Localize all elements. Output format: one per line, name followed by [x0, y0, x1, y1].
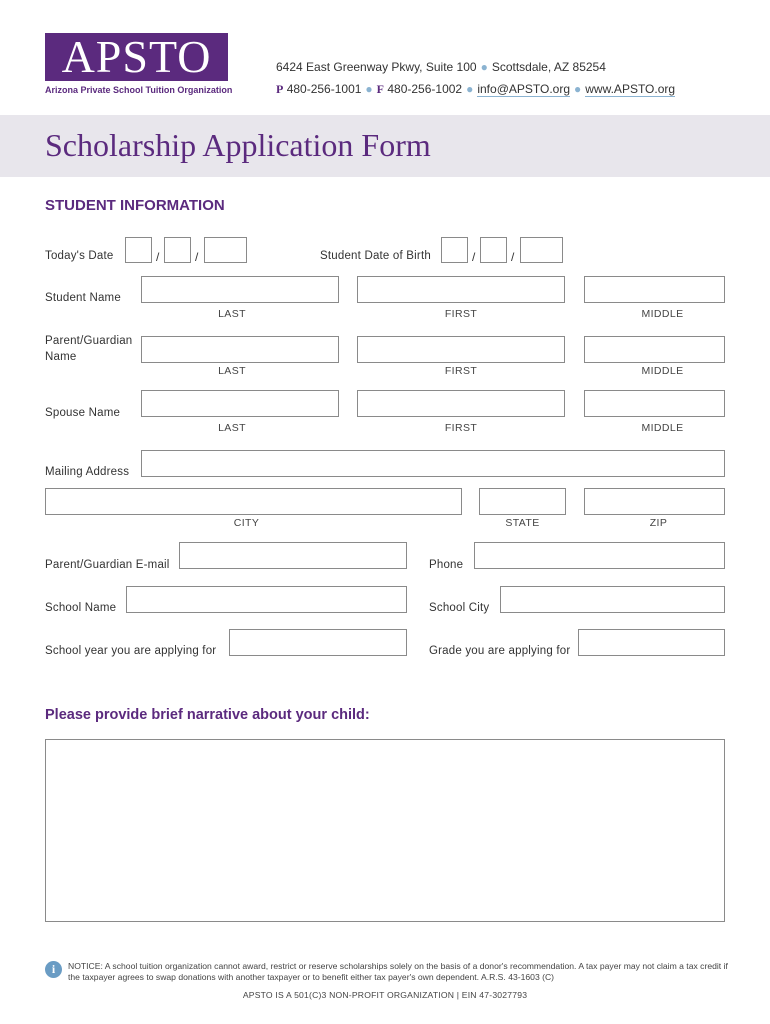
student-name-label: Student Name — [45, 292, 121, 304]
last-sublabel: LAST — [218, 365, 246, 377]
first-sublabel: FIRST — [444, 422, 478, 434]
spouse-first-name-field[interactable] — [357, 390, 565, 417]
school-city-field[interactable] — [500, 586, 725, 613]
date-separator: / — [156, 250, 160, 264]
school-name-field[interactable] — [126, 586, 407, 613]
bullet-icon: ● — [365, 82, 373, 96]
mailing-address-field[interactable] — [141, 450, 725, 477]
parent-middle-name-field[interactable] — [584, 336, 725, 363]
notice-text: NOTICE: A school tuition organization cannot award, restrict or reserve scholarships solely on the basis of a donor's recommendation. A tax payer may not claim a tax credit if the taxpayer agrees to swap donations with another taxpayer or to benefit either tax payer's own dependent. A.R.S. 43-1603 (C) — [68, 961, 728, 982]
school-name-label: School Name — [45, 602, 117, 614]
state-field[interactable] — [479, 488, 566, 515]
dob-label: Student Date of Birth — [320, 250, 431, 262]
school-year-label: School year you are applying for — [45, 645, 217, 657]
dob-day-field[interactable] — [480, 237, 507, 263]
city-sublabel: CITY — [233, 517, 260, 529]
narrative-prompt: Please provide brief narrative about your child: — [45, 707, 370, 723]
date-separator: / — [511, 250, 515, 264]
phone-field[interactable] — [474, 542, 725, 569]
zip-sublabel: ZIP — [649, 517, 668, 529]
contact-line — [276, 82, 675, 97]
narrative-textarea[interactable] — [45, 739, 725, 922]
bullet-icon: ● — [466, 82, 474, 96]
grade-field[interactable] — [578, 629, 725, 656]
date-separator: / — [472, 250, 476, 264]
state-sublabel: STATE — [505, 517, 540, 529]
grade-label: Grade you are applying for — [429, 645, 571, 657]
apsto-logo: APSTO — [45, 33, 228, 81]
info-icon: i — [45, 961, 62, 978]
address-line — [276, 60, 606, 74]
spouse-last-name-field[interactable] — [141, 390, 339, 417]
last-sublabel: LAST — [218, 308, 246, 320]
phone-number: 480-256-1001 — [286, 82, 362, 96]
website-link[interactable]: www.APSTO.org — [585, 82, 676, 96]
student-first-name-field[interactable] — [357, 276, 565, 303]
city-state-zip: Scottsdale, AZ 85254 — [491, 60, 606, 74]
middle-sublabel: MIDDLE — [641, 422, 684, 434]
bullet-icon: ● — [574, 82, 582, 96]
student-last-name-field[interactable] — [141, 276, 339, 303]
bullet-icon: ● — [480, 60, 488, 74]
middle-sublabel: MIDDLE — [641, 365, 684, 377]
city-field[interactable] — [45, 488, 462, 515]
middle-sublabel: MIDDLE — [641, 308, 684, 320]
footer-text: APSTO IS A 501(C)3 NON-PROFIT ORGANIZATION | EIN 47-3027793 — [242, 990, 528, 1000]
student-middle-name-field[interactable] — [584, 276, 725, 303]
section-heading-student: STUDENT INFORMATION — [45, 197, 225, 214]
spouse-middle-name-field[interactable] — [584, 390, 725, 417]
parent-name-label-line1: Parent/Guardian — [45, 335, 133, 347]
parent-name-label-line2: Name — [45, 351, 77, 363]
todays-date-month-field[interactable] — [125, 237, 152, 263]
page-title: Scholarship Application Form — [45, 127, 431, 163]
mailing-address-label: Mailing Address — [45, 466, 130, 478]
parent-first-name-field[interactable] — [357, 336, 565, 363]
date-separator: / — [195, 250, 199, 264]
school-city-label: School City — [429, 602, 490, 614]
todays-date-year-field[interactable] — [204, 237, 247, 263]
dob-year-field[interactable] — [520, 237, 563, 263]
email-label: Parent/Guardian E-mail — [45, 559, 170, 571]
parent-last-name-field[interactable] — [141, 336, 339, 363]
todays-date-day-field[interactable] — [164, 237, 191, 263]
todays-date-label: Today's Date — [45, 250, 114, 262]
zip-field[interactable] — [584, 488, 725, 515]
email-field[interactable] — [179, 542, 407, 569]
street-address: 6424 East Greenway Pkwy, Suite 100 — [276, 60, 477, 74]
phone-label: Phone — [429, 559, 464, 571]
fax-number: 480-256-1002 — [387, 82, 463, 96]
school-year-field[interactable] — [229, 629, 407, 656]
logo-subtitle: Arizona Private School Tuition Organization — [45, 85, 233, 95]
fax-prefix: F — [376, 82, 385, 96]
first-sublabel: FIRST — [444, 365, 478, 377]
email-link[interactable]: info@APSTO.org — [477, 82, 571, 96]
phone-prefix: P — [276, 82, 284, 96]
spouse-name-label: Spouse Name — [45, 407, 121, 419]
dob-month-field[interactable] — [441, 237, 468, 263]
first-sublabel: FIRST — [444, 308, 478, 320]
last-sublabel: LAST — [218, 422, 246, 434]
